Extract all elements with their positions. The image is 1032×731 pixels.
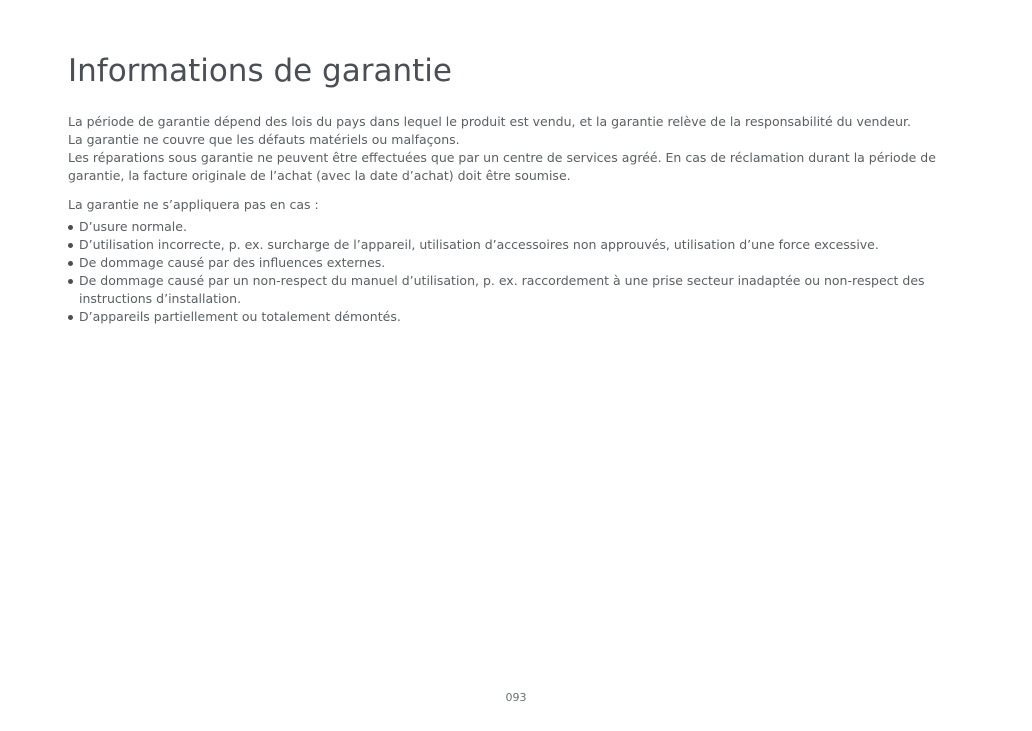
page-number: 093 — [505, 691, 527, 704]
page-title: Informations de garantie — [68, 53, 452, 89]
list-item — [68, 254, 958, 272]
intro-paragraph: Les réparations sous garantie ne peuvent être effectuées que par un centre de services agréé. En cas de réclamation durant la période de garantie, la facture originale de l’achat (avec la date d’achat) doit être soumise. — [68, 150, 936, 183]
bullet-icon — [68, 225, 73, 230]
bullet-icon — [68, 243, 73, 248]
list-item — [68, 218, 958, 236]
list-item — [68, 272, 958, 308]
bullet-icon — [68, 279, 73, 284]
intro-paragraph: La garantie ne couvre que les défauts matériels ou malfaçons. — [68, 132, 460, 147]
bullet-icon — [68, 261, 73, 266]
exclusions-intro: La garantie ne s’appliquera pas en cas : — [68, 197, 319, 212]
list-item-text: D’usure normale. — [79, 219, 187, 234]
list-item — [68, 308, 958, 326]
list-item-text: De dommage causé par des influences externes. — [79, 255, 386, 270]
list-item — [68, 236, 958, 254]
exclusions-section — [68, 196, 958, 326]
list-item-text: D’appareils partiellement ou totalement démontés. — [79, 309, 401, 324]
list-item-text: De dommage causé par un non-respect du manuel d’utilisation, p. ex. raccordement à une prise secteur inadaptée ou non-respect des instructions d’installation. — [79, 273, 925, 306]
intro-paragraph: La période de garantie dépend des lois du pays dans lequel le produit est vendu, et la garantie relève de la responsabilité du vendeur. — [68, 114, 911, 129]
list-item-text: D’utilisation incorrecte, p. ex. surcharge de l’appareil, utilisation d’accessoires non approuvés, utilisation d’une force excessive. — [79, 237, 879, 252]
exclusions-list — [68, 218, 958, 326]
intro-section — [68, 113, 958, 185]
bullet-icon — [68, 315, 73, 320]
